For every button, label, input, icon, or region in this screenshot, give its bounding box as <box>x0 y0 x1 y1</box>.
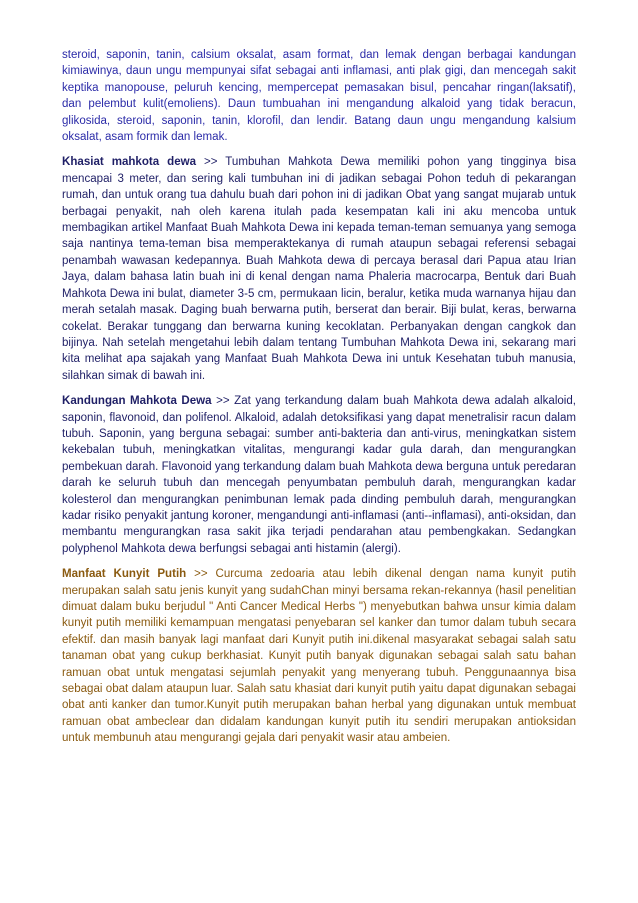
document-page <box>62 47 576 756</box>
paragraph-khasiat-mahkota-dewa-text: >> Tumbuhan Mahkota Dewa memiliki pohon yang tingginya bisa mencapai 3 meter, dan sering kali tumbuhan ini di jadikan sebagai Pohon teduh di pekarangan rumah, dan untuk orang tua dahulu buah dari pohon ini di jadikan Obat yang sangat mujarab untuk berbagai penyakit, nah oleh karena itulah pada kesempatan kali ini aku mencoba untuk membagikan artikel Manfaat Buah Mahkota Dewa ini kepada teman-teman semuanya yang semoga saja nantinya tema-teman bisa memperaktekanya di rumah ataupun sebagai referensi sebagai penambah wawasan kedepannya. Buah Mahkota dewa di percaya berasal dari Papua atau Irian Jaya, dalam bahasa latin buah ini di kenal dengan nama Phaleria macrocarpa, Bentuk dari Buah Mahkota Dewa ini bulat, diameter 3-5 cm, permukaan licin, beralur, ketika muda warnanya hijau dan merah setalah masak. Daging buah berwarna putih, berserat dan berair. Biji bulat, keras, berwarna cokelat. Berakar tunggang dan berwarna kuning kecoklatan. Perbanyakan dengan cangkok dan bijinya. Nah setelah mengetahui lebih dalam tentang Tumbuhan Mahkota Dewa ini, sekarang mari kita melihat apa sajakah yang Manfaat Buah Mahkota Dewa ini untuk Kesehatan tubuh manusia, silahkan simak di bawah ini. <box>62 156 576 382</box>
paragraph-kandungan-mahkota-dewa-text: >> Zat yang terkandung dalam buah Mahkota dewa adalah alkaloid, saponin, flavonoid, dan polifenol. Alkaloid, adalah detoksifikasi yang dapat menetralisir racun dalam tubuh. Saponin, yang berguna sebagai: sumber anti-bakteria dan anti-virus, meningkatkan sistem kekebalan tubuh, meningkatkan vitalitas, mengurangi kadar gula darah, dan mengurangkan pembekuan darah. Flavonoid yang terkandung dalam buah Mahkota dewa berguna untuk peredaran darah ke seluruh tubuh dan mencegah penyumbatan pembuluh darah, mengurangkan kadar kolesterol dan mengurangkan penimbunan lemak pada dinding pembuluh darah, mengurangkan kadar risiko penyakit jantung koroner, mengandungi anti-inflamasi (anti--inflamasi), anti-oksidan, dan membantu mengurangkan rasa sakit jika terjadi pendarahan atau pembengkakan. Sedangkan polyphenol Mahkota dewa berfungsi sebagai anti histamin (alergi). <box>62 395 576 555</box>
paragraph-kandungan-mahkota-dewa <box>62 393 576 557</box>
paragraph-manfaat-kunyit-putih <box>62 566 576 746</box>
paragraph-daun-ungu <box>62 47 576 145</box>
paragraph-manfaat-kunyit-putih-text: >> Curcuma zedoaria atau lebih dikenal dengan nama kunyit putih merupakan salah satu jenis kunyit yang sudahChan minyi bersama rekan-rekannya (hasil penelitian dimuat dalam buku berjudul " Anti Cancer Medical Herbs ") menyebutkan bahwa unsur kimia dalam kunyit putih memiliki kemampuan mengatasi penyebaran sel kanker dan tumor dalam tubuh secara efektif. dan masih banyak lagi manfaat dari Kunyit putih ini.dikenal masyarakat sebagai salah satu tanaman obat yang cukup berkhasiat. Kunyit putih banyak digunakan sebagai salah satu bahan ramuan obat untuk mengatasi sejumlah penyakit yang menyerang tubuh. Penggunaannya bisa sebagai obat dalam ataupun luar. Salah satu khasiat dari kunyit putih yaitu dapat digunakan sebagai obat anti kanker dan tumor.Kunyit putih merupakan bahan herbal yang digunakan untuk membuat ramuan obat ambeclear dan didalam kandungan kunyit putih itu sendiri merupakan antioksidan untuk membunuh atau mengurangi gejala dari penyakit wasir atau ambeien. <box>62 568 576 745</box>
heading-manfaat-kunyit-putih: Manfaat Kunyit Putih <box>62 568 187 581</box>
paragraph-daun-ungu-text: steroid, saponin, tanin, calsium oksalat, asam format, dan lemak dengan berbagai kandungan kimiawinya, daun ungu mempunyai sifat sebagai anti inflamasi, anti plak gigi, dan mencegah sakit keptika manopouse, peluruh kencing, mempercepat pemasakan bisul, pencahar ringan(laksatif), dan pelembut kulit(emoliens). Daun tumbuahan ini mengandung alkaloid yang tidak beracun, glikosida, steroid, saponin, tanin, klorofil, dan lendir. Batang daun ungu mengandung kalsium oksalat, asam formik dan lemak. <box>62 49 576 144</box>
heading-kandungan-mahkota-dewa: Kandungan Mahkota Dewa <box>62 395 212 408</box>
heading-khasiat-mahkota-dewa: Khasiat mahkota dewa <box>62 156 197 169</box>
paragraph-khasiat-mahkota-dewa <box>62 154 576 384</box>
